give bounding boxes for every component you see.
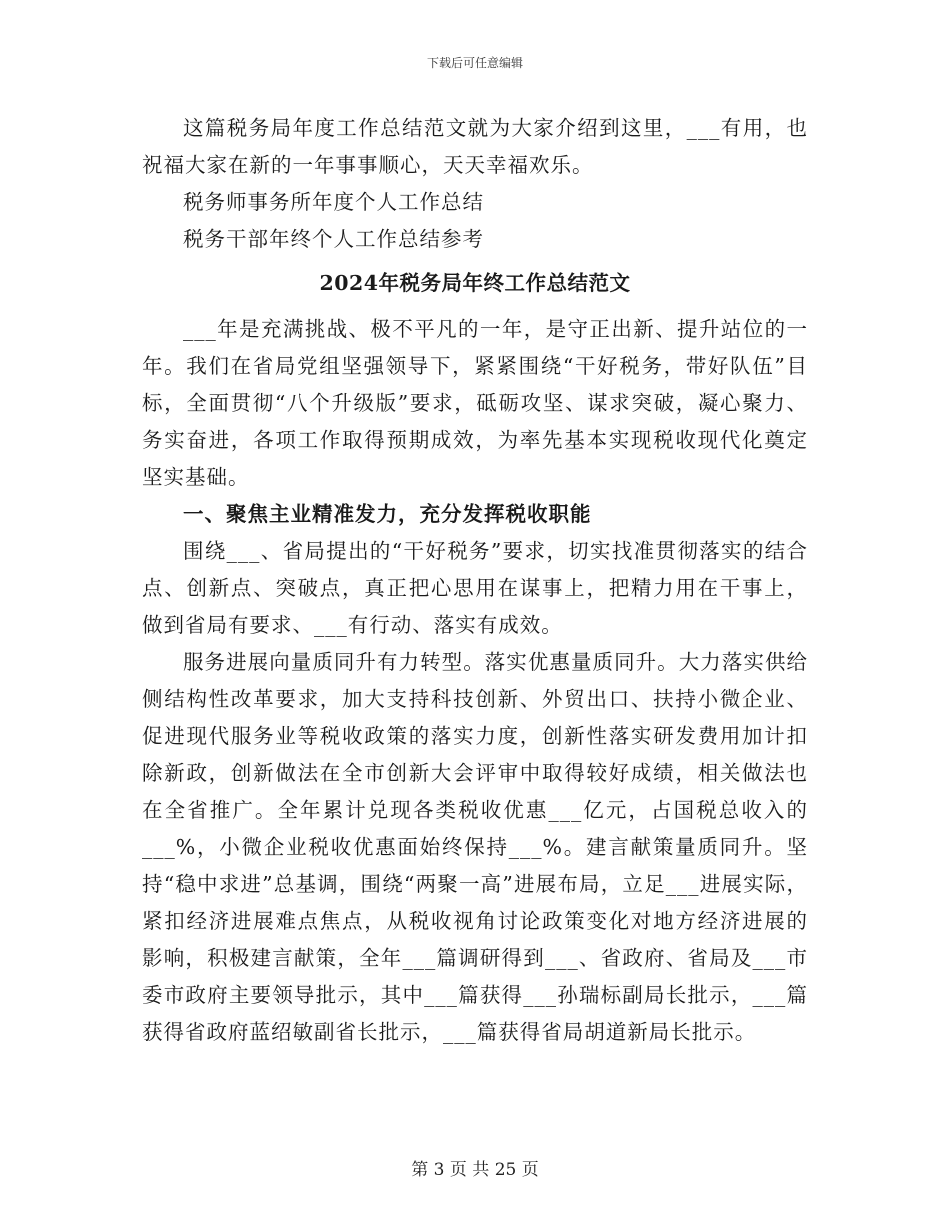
page-number: 第 3 页 共 25 页 — [411, 1160, 539, 1180]
document-body — [142, 110, 808, 1051]
opening-paragraph: ___年是充满挑战、极不平凡的一年，是守正出新、提升站位的一年。我们在省局党组坚强领导下，紧紧围绕“干好税务，带好队伍”目标，全面贯彻“八个升级版”要求，砥砺攻坚、谋求突破，凝心聚力、务实奋进，各项工作取得预期成效，为率先基本实现税收现代化奠定坚实基础。 — [142, 317, 808, 489]
related-link-1[interactable]: 税务师事务所年度个人工作总结 — [183, 190, 484, 214]
intro-paragraph: 这篇税务局年度工作总结范文就为大家介绍到这里，___有用，也祝福大家在新的一年事事顺心，天天幸福欢乐。 — [142, 116, 808, 177]
section-heading: 一、聚焦主业精准发力，充分发挥税收职能 — [183, 502, 592, 526]
section-paragraph-1: 围绕___、省局提出的“干好税务”要求，切实找准贯彻落实的结合点、创新点、突破点，真正把心思用在谋事上，把精力用在干事上，做到省局有要求、___有行动、落实有成效。 — [142, 539, 808, 637]
section-paragraph-2: 服务进展向量质同升有力转型。落实优惠量质同升。大力落实供给侧结构性改革要求，加大支持科技创新、外贸出口、扶持小微企业、促进现代服务业等税收政策的落实力度，创新性落实研发费用加计扣除新政，创新做法在全市创新大会评审中取得较好成绩，相关做法也在全省推广。全年累计兑现各类税收优惠___亿元，占国税总收入的___%，小微企业税收优惠面始终保持___%。建言献策量质同升。坚持“稳中求进”总基调，围绕“两聚一高”进展布局，立足___进展实际，紧扣经济进展难点焦点，从税收视角讨论政策变化对地方经济进展的影响，积极建言献策，全年___篇调研得到___、省政府、省局及___市委市政府主要领导批示，其中___篇获得___孙瑞标副局长批示，___篇获得省政府蓝绍敏副省长批示，___篇获得省局胡道新局长批示。 — [142, 650, 808, 1044]
page-header-note: 下载后可任意编辑 — [426, 56, 523, 70]
document-title: 2024年税务局年终工作总结范文 — [319, 271, 631, 295]
related-link-2[interactable]: 税务干部年终个人工作总结参考 — [183, 227, 484, 251]
